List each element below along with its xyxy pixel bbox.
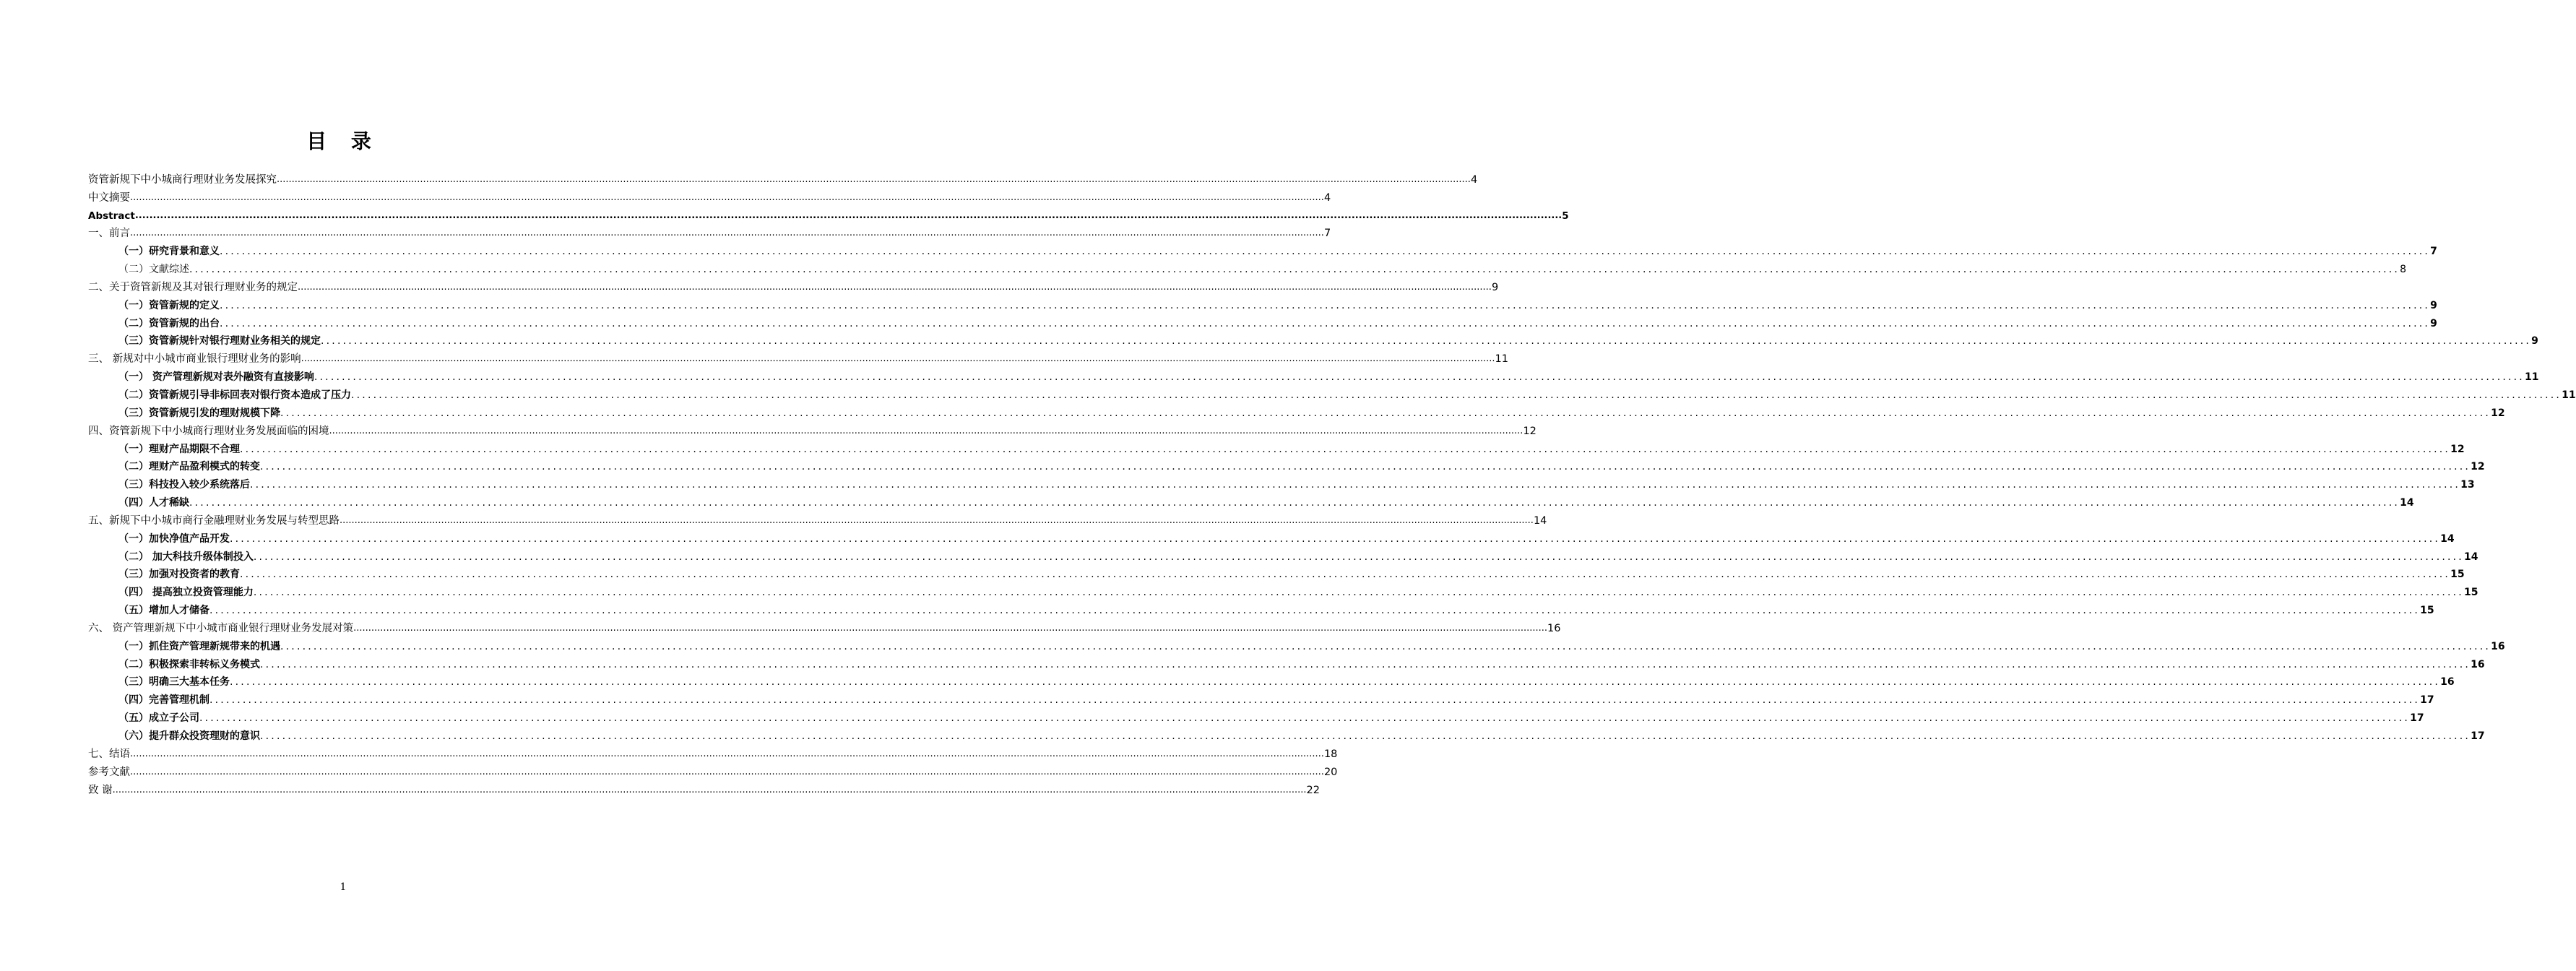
toc-entry[interactable] — [88, 187, 1331, 205]
toc-entry-label: （三）资管新规针对银行理财业务相关的规定 — [118, 335, 321, 348]
toc-entry-label: 致 谢 — [88, 784, 113, 796]
toc-dot-leader: ................................................................................................................................................................................................................................................................................................................................................................................................................ — [253, 551, 2464, 563]
toc-entry[interactable] — [88, 582, 2478, 600]
toc-dot-leader: ................................................................................................................................................................................................................................................................................................................................................................................................................ — [240, 569, 2451, 581]
toc-entry[interactable] — [88, 295, 2437, 313]
toc-entry-page: 9 — [2430, 317, 2437, 329]
toc-entry-label: （二）理财产品盈利模式的转变 — [118, 461, 260, 473]
toc-entry-label: （一） 资产管理新规对表外融资有直接影响 — [118, 371, 314, 384]
toc-dot-leader: ................................................................................................................................................................................................................................................................................................................................................................................................................ — [260, 658, 2471, 670]
toc-entry[interactable] — [88, 241, 2437, 259]
toc-entry-label: 参考文献 — [88, 766, 130, 778]
toc-entry-page: 8 — [2400, 264, 2406, 276]
toc-entry[interactable] — [88, 654, 2485, 672]
toc-entry-label: （三）加强对投资者的教育 — [118, 569, 240, 581]
toc-entry-label: （一）理财产品期限不合理 — [118, 443, 240, 455]
page-number: 1 — [340, 881, 347, 893]
toc-entry[interactable] — [88, 636, 2505, 654]
toc-entry-label: （四）完善管理机制 — [118, 694, 209, 707]
toc-dot-leader: ................................................................................................................................................................................................................................................................................................................................................................................................................ — [240, 443, 2451, 455]
toc-dot-leader: ................................................................................................................................................................................................................................................................................................................................................................................................................ — [230, 532, 2441, 545]
toc-entry[interactable] — [88, 169, 1478, 187]
toc-entry-page: 20 — [1323, 766, 1338, 778]
toc-entry[interactable] — [88, 474, 2475, 492]
toc-dot-leader: ................................................................................................................................................................................................................................................................................................................................................................................................................ — [301, 353, 1495, 365]
toc-entry-label: （三）明确三大基本任务 — [118, 676, 230, 689]
toc-entry[interactable] — [88, 313, 2437, 331]
toc-entry-label: Abstract — [88, 210, 135, 222]
toc-dot-leader: ................................................................................................................................................................................................................................................................................................................................................................................................................ — [314, 371, 2525, 384]
toc-entry-page: 4 — [1323, 191, 1331, 204]
toc-entry-label: （二）文献综述 — [118, 264, 189, 276]
toc-entry-page: 16 — [2471, 658, 2485, 670]
toc-entry-page: 11 — [2524, 371, 2539, 384]
toc-entry-page: 12 — [2471, 461, 2485, 473]
toc-entry[interactable] — [88, 725, 2485, 743]
toc-entry-page: 17 — [2420, 694, 2434, 707]
toc-entry-label: （一）研究背景和意义 — [118, 246, 220, 258]
toc-entry-label: （三）科技投入较少系统落后 — [118, 479, 250, 491]
toc-entry-page: 12 — [2450, 443, 2465, 455]
toc-entry[interactable] — [88, 348, 1508, 366]
toc-dot-leader: ................................................................................................................................................................................................................................................................................................................................................................................................................ — [253, 587, 2464, 599]
toc-dot-leader: ................................................................................................................................................................................................................................................................................................................................................................................................................ — [230, 676, 2441, 689]
toc-entry-page: 16 — [2440, 676, 2455, 689]
toc-entry[interactable] — [88, 384, 2576, 402]
toc-entry-label: （一）抓住资产管理新规带来的机遇 — [118, 640, 280, 652]
toc-entry[interactable] — [88, 564, 2465, 582]
toc-entry[interactable] — [88, 331, 2538, 349]
toc-dot-leader: ................................................................................................................................................................................................................................................................................................................................................................................................................ — [280, 407, 2491, 419]
toc-dot-leader: ................................................................................................................................................................................................................................................................................................................................................................................................................ — [250, 479, 2461, 491]
toc-entry[interactable] — [88, 366, 2539, 384]
toc-entry-label: （五）成立子公司 — [118, 712, 199, 725]
toc-entry[interactable] — [88, 707, 2424, 725]
toc-entry-label: 四、资管新规下中小城商行理财业务发展面临的困境 — [88, 425, 329, 437]
toc-dot-leader: ................................................................................................................................................................................................................................................................................................................................................................................................................ — [130, 748, 1324, 759]
toc-entry-page: 15 — [2420, 605, 2434, 617]
toc-entry-page: 16 — [1547, 622, 1561, 634]
toc-entry[interactable] — [88, 618, 1561, 636]
toc-entry[interactable] — [88, 420, 1536, 439]
toc-entry-label: 资管新规下中小城商行理财业务发展探究 — [88, 173, 277, 186]
toc-entry-page: 12 — [1523, 425, 1536, 437]
toc-dot-leader: ................................................................................................................................................................................................................................................................................................................................................................................................................ — [189, 497, 2400, 509]
toc-dot-leader: ................................................................................................................................................................................................................................................................................................................................................................................................................ — [220, 299, 2431, 311]
toc-entry-label: （二）资管新规引导非标回表对银行资本造成了压力 — [118, 389, 351, 401]
toc-dot-leader: ................................................................................................................................................................................................................................................................................................................................................................................................................ — [209, 605, 2421, 617]
toc-entry-page: 7 — [1323, 228, 1331, 240]
toc-entry-label: （六）提升群众投资理财的意识 — [118, 730, 260, 742]
toc-entry-page: 14 — [1533, 514, 1547, 527]
toc-entry[interactable] — [88, 439, 2465, 457]
toc-entry-label: 五、新规下中小城市商行金融理财业务发展与转型思路 — [88, 514, 340, 527]
toc-dot-leader: ................................................................................................................................................................................................................................................................................................................................................................................................................ — [260, 730, 2471, 742]
toc-title: 目 录 — [306, 129, 380, 153]
toc-dot-leader: ................................................................................................................................................................................................................................................................................................................................................................................................................ — [277, 173, 1471, 185]
toc-entry-page: 11 — [2562, 389, 2576, 401]
toc-dot-leader: ................................................................................................................................................................................................................................................................................................................................................................................................................ — [353, 622, 1548, 634]
toc-entry-page: 17 — [2471, 730, 2485, 742]
toc-dot-leader: ................................................................................................................................................................................................................................................................................................................................................................................................................ — [340, 514, 1534, 526]
toc-entry-page: 9 — [2531, 335, 2538, 348]
toc-entry-label: 六、 资产管理新规下中小城市商业银行理财业务发展对策 — [88, 622, 354, 634]
toc-entry-page: 14 — [2463, 551, 2478, 563]
toc-entry-label: （四）人才稀缺 — [118, 497, 189, 509]
toc-entry[interactable] — [88, 277, 1499, 295]
toc-dot-leader: ................................................................................................................................................................................................................................................................................................................................................................................................................ — [112, 784, 1307, 795]
toc-entry-page: 13 — [2460, 479, 2475, 491]
toc-entry-page: 18 — [1323, 748, 1338, 760]
toc-dot-leader: ................................................................................................................................................................................................................................................................................................................................................................................................................ — [321, 335, 2532, 348]
toc-entry-label: 二、关于资管新规及其对银行理财业务的规定 — [88, 281, 298, 293]
toc-entry-page: 9 — [2430, 299, 2437, 311]
toc-entry-page: 17 — [2410, 712, 2424, 725]
toc-entry-label: 三、 新规对中小城市商业银行理财业务的影响 — [88, 353, 301, 366]
toc-entry-page: 9 — [1491, 281, 1499, 293]
toc-entry[interactable] — [88, 546, 2478, 564]
toc-entry-label: （二）积极探索非转标义务模式 — [118, 658, 260, 670]
toc-entry-page: 5 — [1562, 210, 1569, 222]
toc-entry[interactable] — [88, 457, 2485, 475]
toc-entry[interactable] — [88, 672, 2455, 690]
toc-entry-page: 14 — [2400, 497, 2414, 509]
toc-entry[interactable] — [88, 223, 1331, 241]
toc-dot-leader: ................................................................................................................................................................................................................................................................................................................................................................................................................ — [220, 246, 2431, 258]
toc-entry-page: 12 — [2491, 407, 2505, 419]
toc-entry-page: 14 — [2440, 532, 2455, 545]
toc-entry-page: 15 — [2450, 569, 2465, 581]
toc-entry-page: 16 — [2491, 640, 2505, 652]
toc-entry-page: 11 — [1495, 353, 1508, 366]
toc-entry-page: 7 — [2430, 246, 2437, 258]
toc-entry[interactable] — [88, 761, 1338, 780]
toc-entry-label: （一）加快净值产品开发 — [118, 532, 230, 545]
table-of-contents — [88, 169, 2576, 798]
toc-dot-leader: ................................................................................................................................................................................................................................................................................................................................................................................................................ — [329, 425, 1523, 436]
toc-dot-leader: ................................................................................................................................................................................................................................................................................................................................................................................................................ — [130, 191, 1324, 203]
toc-entry-label: 七、结语 — [88, 748, 130, 760]
toc-entry[interactable] — [88, 689, 2434, 707]
toc-entry[interactable] — [88, 528, 2455, 546]
toc-dot-leader: ................................................................................................................................................................................................................................................................................................................................................................................................................ — [351, 389, 2562, 401]
toc-entry-label: 一、前言 — [88, 228, 130, 240]
toc-entry-page: 15 — [2463, 587, 2478, 599]
toc-dot-leader: ................................................................................................................................................................................................................................................................................................................................................................................................................ — [298, 281, 1492, 293]
toc-entry-label: 中文摘要 — [88, 191, 130, 204]
toc-entry-label: （三）资管新规引发的理财规模下降 — [118, 407, 280, 419]
toc-entry-label: （四） 提高独立投资管理能力 — [118, 587, 254, 599]
toc-dot-leader: ................................................................................................................................................................................................................................................................................................................................................................................................................ — [220, 317, 2431, 329]
toc-dot-leader: ................................................................................................................................................................................................................................................................................................................................................................................................................ — [130, 766, 1324, 777]
toc-entry[interactable] — [88, 780, 1320, 798]
toc-dot-leader: ................................................................................................................................................................................................................................................................................................................................................................................................................ — [189, 264, 2400, 276]
toc-entry-label: （五）增加人才储备 — [118, 605, 209, 617]
toc-dot-leader: ................................................................................................................................................................................................................................................................................................................................................................................................................ — [280, 640, 2491, 652]
toc-dot-leader: ................................................................................................................................................................................................................................................................................................................................................................................................................ — [209, 694, 2421, 707]
toc-entry[interactable] — [88, 205, 1569, 223]
toc-entry[interactable] — [88, 600, 2434, 618]
toc-entry[interactable] — [88, 743, 1338, 761]
toc-entry[interactable] — [88, 510, 1547, 528]
toc-entry-page: 22 — [1306, 784, 1320, 796]
toc-dot-leader: ................................................................................................................................................................................................................................................................................................................................................................................................................ — [260, 461, 2471, 473]
toc-dot-leader: ................................................................................................................................................................................................................................................................................................................................................................................................................ — [199, 712, 2411, 725]
toc-dot-leader: ................................................................................................................................................................................................................................................................................................................................................................................................................ — [130, 228, 1324, 239]
toc-entry[interactable] — [88, 492, 2414, 510]
toc-entry-label: （一）资管新规的定义 — [118, 299, 220, 311]
toc-entry-label: （二）资管新规的出台 — [118, 317, 220, 329]
toc-entry-label: （二） 加大科技升级体制投入 — [118, 551, 254, 563]
toc-entry[interactable] — [88, 259, 2406, 277]
toc-entry[interactable] — [88, 402, 2505, 420]
toc-entry-page: 4 — [1470, 173, 1478, 186]
toc-dot-leader: ................................................................................................................................................................................................................................................................................................................................................................................................................ — [134, 210, 1563, 221]
